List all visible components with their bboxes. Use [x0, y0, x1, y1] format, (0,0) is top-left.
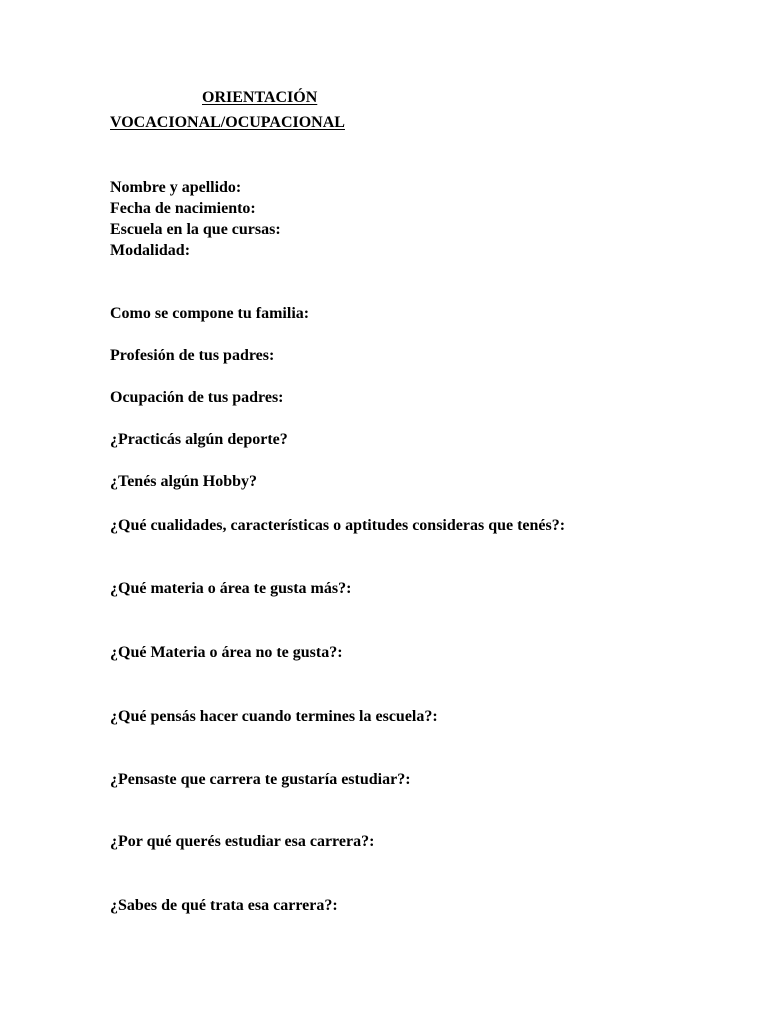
question-parents-occupation: Ocupación de tus padres: [110, 389, 284, 406]
field-label-name: Nombre y apellido: [110, 179, 242, 196]
question-favorite-subject: ¿Qué materia o área te gusta más?: [110, 580, 352, 597]
field-label-modality: Modalidad: [110, 242, 191, 259]
question-career-knowledge: ¿Sabes de qué trata esa carrera?: [110, 897, 338, 914]
question-sport: ¿Practicás algún deporte? [110, 431, 288, 448]
document-title-line-2: VOCACIONAL/OCUPACIONAL [110, 114, 345, 131]
question-parents-profession: Profesión de tus padres: [110, 347, 275, 364]
field-label-school: Escuela en la que cursas: [110, 221, 281, 238]
question-after-school: ¿Qué pensás hacer cuando termines la escuela?: [110, 708, 438, 725]
question-hobby: ¿Tenés algún Hobby? [110, 473, 258, 490]
question-career-choice: ¿Pensaste que carrera te gustaría estudiar?: [110, 771, 411, 788]
document-title-line-1: ORIENTACIÓN [202, 89, 318, 106]
question-disliked-subject: ¿Qué Materia o área no te gusta?: [110, 644, 343, 661]
question-qualities: ¿Qué cualidades, características o aptitudes consideras que tenés?: [110, 517, 566, 534]
question-family: Como se compone tu familia: [110, 305, 310, 322]
question-career-reason: ¿Por qué querés estudiar esa carrera?: [110, 833, 375, 850]
field-label-birth-date: Fecha de nacimiento: [110, 200, 256, 217]
